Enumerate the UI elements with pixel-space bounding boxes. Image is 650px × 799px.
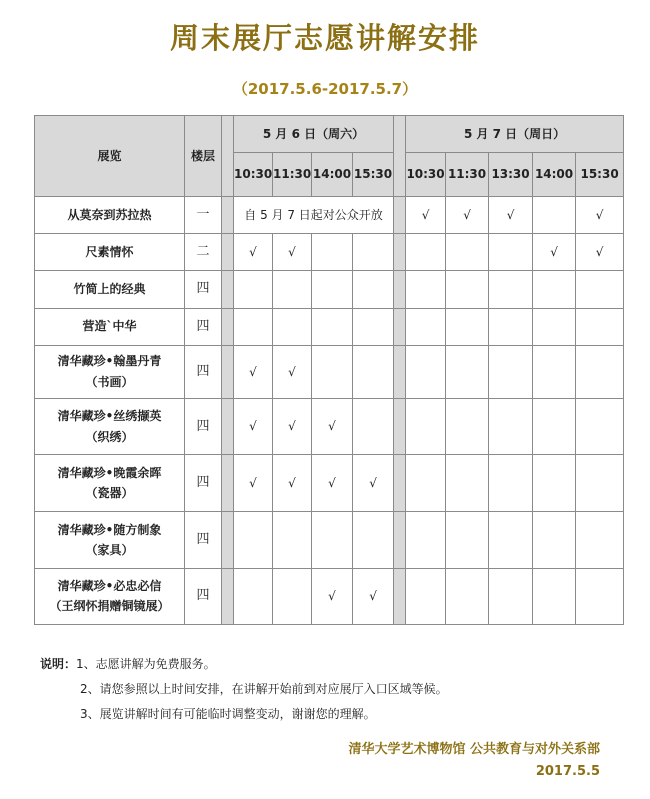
floor-cell: 四: [185, 398, 222, 454]
floor-cell: 四: [185, 568, 222, 624]
column-separator: [394, 345, 406, 398]
schedule-cell: [489, 271, 533, 308]
time-header: 15:30: [576, 153, 624, 197]
exhibit-name: [35, 197, 185, 234]
header-exhibit: 展览: [35, 116, 185, 197]
exhibit-name-subline: （书画）: [85, 374, 134, 389]
check-mark: √: [576, 234, 624, 271]
check-mark: √: [273, 345, 312, 398]
check-mark: √: [312, 455, 353, 512]
column-separator: [222, 271, 234, 308]
table-row: [35, 345, 624, 398]
schedule-cell: [489, 568, 533, 624]
schedule-cell: [576, 271, 624, 308]
column-separator: [222, 512, 234, 568]
schedule-cell: [446, 271, 489, 308]
exhibit-name-subline: （瓷器）: [85, 486, 134, 501]
floor-cell: 一: [185, 197, 222, 234]
check-mark: √: [533, 234, 576, 271]
check-mark: √: [406, 197, 446, 234]
schedule-cell: [406, 308, 446, 345]
column-separator: [222, 197, 234, 234]
exhibit-name-line: 清华藏珍•必忠必信: [57, 578, 162, 593]
column-separator: [222, 568, 234, 624]
exhibit-name-line: 尺素情怀: [85, 245, 134, 260]
schedule-cell: [353, 398, 394, 454]
schedule-cell: [576, 345, 624, 398]
schedule-cell: [406, 512, 446, 568]
table-row: [35, 308, 624, 345]
schedule-cell: [406, 455, 446, 512]
table-row: [35, 197, 624, 234]
schedule-cell: [533, 197, 576, 234]
schedule-cell: [446, 568, 489, 624]
time-header: 14:00: [533, 153, 576, 197]
schedule-cell: [234, 308, 273, 345]
table-row: [35, 512, 624, 568]
floor-cell: 四: [185, 345, 222, 398]
schedule-cell: [489, 455, 533, 512]
exhibit-name-line: 竹简上的经典: [73, 282, 146, 297]
exhibit-name-subline: （家具）: [85, 543, 134, 558]
column-separator: [222, 116, 234, 197]
schedule-cell: [406, 398, 446, 454]
schedule-cell: [489, 308, 533, 345]
check-mark: √: [489, 197, 533, 234]
time-header: 14:00: [312, 153, 353, 197]
schedule-cell: [234, 271, 273, 308]
exhibit-name-subline: （织绣）: [85, 429, 134, 444]
footer-organization: 清华大学艺术博物馆 公共教育与对外关系部: [348, 742, 600, 757]
column-separator: [222, 455, 234, 512]
schedule-cell: [353, 512, 394, 568]
page-title: 周末展厅志愿讲解安排: [169, 21, 480, 55]
column-separator: [394, 197, 406, 234]
schedule-cell: [489, 398, 533, 454]
exhibit-name-line: 营造`中华: [82, 319, 137, 334]
exhibit-name-line: 从莫奈到苏拉热: [67, 207, 152, 222]
schedule-cell: [533, 271, 576, 308]
schedule-cell: [446, 345, 489, 398]
column-separator: [394, 116, 406, 197]
exhibit-name: [35, 512, 185, 568]
schedule-cell: [533, 308, 576, 345]
floor-cell: 四: [185, 271, 222, 308]
schedule-cell: [406, 271, 446, 308]
schedule-cell: [446, 398, 489, 454]
table-row: [35, 398, 624, 454]
schedule-cell: [489, 512, 533, 568]
note-item: 3、展览讲解时间有可能临时调整变动，谢谢您的理解。: [80, 707, 376, 721]
table-row: [35, 568, 624, 624]
check-mark: √: [273, 234, 312, 271]
opening-note: 自 5 月 7 日起对公众开放: [234, 197, 394, 234]
schedule-cell: [273, 308, 312, 345]
time-header: 13:30: [489, 153, 533, 197]
schedule-body: [35, 197, 624, 625]
schedule-cell: [234, 512, 273, 568]
exhibit-name-line: 清华藏珍•晚霞余晖: [57, 465, 162, 480]
column-separator: [394, 398, 406, 454]
schedule-cell: [446, 512, 489, 568]
exhibit-name-subline: （王纲怀捐赠铜镜展）: [49, 599, 170, 614]
schedule-cell: [234, 568, 273, 624]
exhibit-name: [35, 271, 185, 308]
exhibit-name: [35, 568, 185, 624]
schedule-cell: [576, 308, 624, 345]
exhibit-name-line: 清华藏珍•丝绣撷英: [57, 409, 162, 424]
check-mark: √: [353, 568, 394, 624]
table-row: [35, 234, 624, 271]
footer-date: 2017.5.5: [535, 764, 600, 779]
notes-lead: 说明：: [40, 657, 77, 671]
table-row: [35, 455, 624, 512]
exhibit-name: [35, 234, 185, 271]
exhibit-name: [35, 308, 185, 345]
schedule-cell: [576, 455, 624, 512]
schedule-cell: [273, 271, 312, 308]
schedule-cell: [273, 568, 312, 624]
check-mark: √: [273, 398, 312, 454]
schedule-cell: [446, 234, 489, 271]
schedule-table: [34, 115, 624, 625]
schedule-cell: [576, 568, 624, 624]
schedule-cell: [576, 398, 624, 454]
floor-cell: 四: [185, 455, 222, 512]
schedule-cell: [353, 234, 394, 271]
column-separator: [394, 271, 406, 308]
schedule-cell: [533, 455, 576, 512]
schedule-cell: [406, 345, 446, 398]
floor-cell: 四: [185, 308, 222, 345]
schedule-cell: [312, 308, 353, 345]
schedule-cell: [446, 455, 489, 512]
schedule-cell: [353, 308, 394, 345]
schedule-cell: [273, 512, 312, 568]
check-mark: √: [234, 398, 273, 454]
time-header: 10:30: [234, 153, 273, 197]
schedule-cell: [533, 398, 576, 454]
column-separator: [222, 234, 234, 271]
check-mark: √: [234, 455, 273, 512]
exhibit-name-line: 清华藏珍•随方制象: [57, 522, 162, 537]
schedule-cell: [533, 512, 576, 568]
schedule-cell: [353, 271, 394, 308]
schedule-cell: [312, 345, 353, 398]
schedule-cell: [312, 512, 353, 568]
schedule-cell: [533, 568, 576, 624]
notes: [40, 652, 448, 727]
schedule-cell: [406, 568, 446, 624]
column-separator: [222, 345, 234, 398]
note-item: 2、请您参照以上时间安排，在讲解开始前到对应展厅入口区域等候。: [80, 682, 448, 696]
column-separator: [394, 512, 406, 568]
schedule-cell: [353, 345, 394, 398]
schedule-cell: [489, 345, 533, 398]
schedule-cell: [489, 234, 533, 271]
time-header: 11:30: [446, 153, 489, 197]
note-item: 1、志愿讲解为免费服务。: [76, 657, 216, 671]
table-row: [35, 271, 624, 308]
header-day1: 5 月 6 日（周六）: [234, 116, 394, 153]
header-day2: 5 月 7 日（周日）: [406, 116, 624, 153]
column-separator: [222, 398, 234, 454]
exhibit-name-line: 清华藏珍•翰墨丹青: [57, 354, 162, 369]
column-separator: [222, 308, 234, 345]
date-range: （2017.5.6-2017.5.7）: [232, 80, 418, 98]
exhibit-name: [35, 345, 185, 398]
column-separator: [394, 568, 406, 624]
column-separator: [394, 234, 406, 271]
check-mark: √: [234, 345, 273, 398]
schedule-cell: [576, 512, 624, 568]
floor-cell: 二: [185, 234, 222, 271]
check-mark: √: [273, 455, 312, 512]
header-floor: 楼层: [185, 116, 222, 197]
schedule-cell: [533, 345, 576, 398]
column-separator: [394, 308, 406, 345]
schedule-cell: [312, 234, 353, 271]
time-header: 15:30: [353, 153, 394, 197]
time-header: 11:30: [273, 153, 312, 197]
time-header: 10:30: [406, 153, 446, 197]
schedule-cell: [406, 234, 446, 271]
check-mark: √: [446, 197, 489, 234]
check-mark: √: [312, 398, 353, 454]
schedule-cell: [446, 308, 489, 345]
exhibit-name: [35, 455, 185, 512]
column-separator: [394, 455, 406, 512]
schedule-cell: [312, 271, 353, 308]
check-mark: √: [353, 455, 394, 512]
floor-cell: 四: [185, 512, 222, 568]
check-mark: √: [312, 568, 353, 624]
check-mark: √: [576, 197, 624, 234]
check-mark: √: [234, 234, 273, 271]
exhibit-name: [35, 398, 185, 454]
